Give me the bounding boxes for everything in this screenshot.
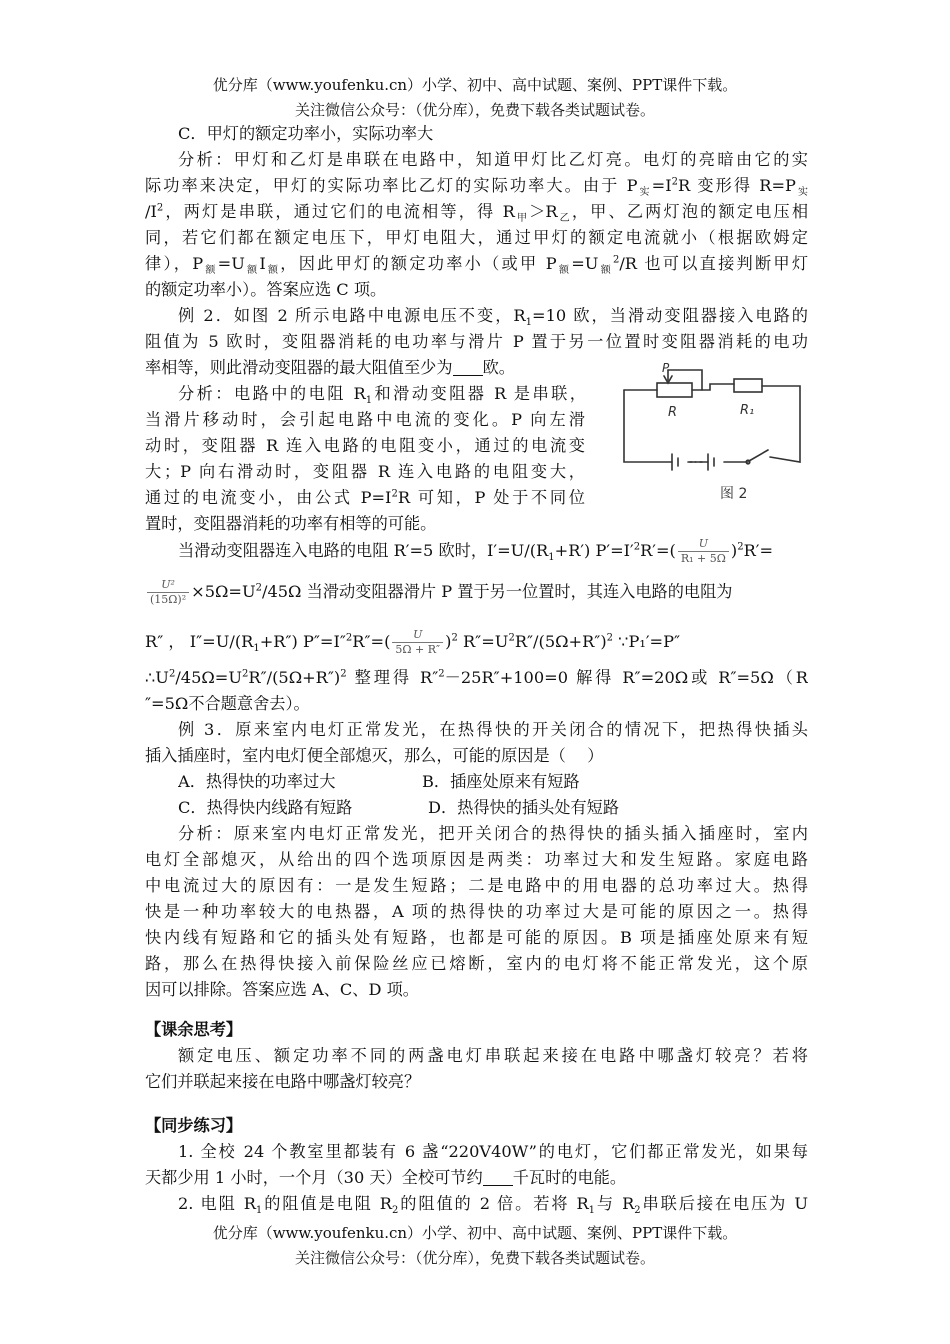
slider-wire [668, 370, 702, 390]
analysis2-line-1: 分析：电路中的电阻 $R_1$和滑动变阻器 R 是串联， [178, 384, 586, 407]
header-line-1: 优分库（www.youfenku.cn）小学、初中、高中试题、案例、PPT课件下载。 [212, 76, 738, 94]
section-title-practice: 【同步练习】 [145, 1116, 243, 1135]
analysis3-line-4: 快是一种功率较大的电热器，A 项的热得快的功率过大是可能的原因之一。热得 [145, 902, 808, 921]
example3-line-1: 例 3．原来室内电灯正常发光，在热得快的开关闭合的情况下，把热得快插头 [178, 720, 808, 739]
figure-caption: 图 2 [720, 486, 748, 502]
practice-q2-line-1: 2. 电阻 $R_1$的阻值是电阻 $R_2$的阻值的 2 倍。若将 $R_1$与 $R_2$串联后接在电压为 U [178, 1194, 808, 1217]
calc-line-3: R″ ， $I''=U/(R_1+R'')$ P″=I″$^2$R″=( $\frac{U}{5\Omega + R''}$ )$^2$ $R''=U^2R''/(5\Omega+R'')^2$ ∵P₁′=P″ [145, 628, 681, 656]
example3-line-2: 插入插座时，室内电灯便全部熄灭，那么，可能的原因是（ ） [145, 746, 604, 765]
example2-line-1: 例 2．如图 2 所示电路中电源电压不变，$R_1=10$ 欧，当滑动变阻器接入电路的 [178, 306, 808, 329]
calc-line-1: 当滑动变阻器连入电路的电阻 R′=5 欧时，$I'=U/(R_1+R')$ $P'=I'^2R'=$( $\frac{U}{\text{R₁ + 5Ω}}$ )$^2$R′= [178, 537, 774, 565]
fraction-u-over-5-plus-r2: $\frac{U}{5\Omega + R''}$ [392, 628, 443, 657]
analysis1-line-1: 分析：甲灯和乙灯是串联在电路中，知道甲灯比乙灯亮。电灯的亮暗由它的实 [178, 150, 808, 169]
analysis1-line-3: $/I^2$，两灯是串联，通过它们的电流相等，得 $R_甲>R_乙$，甲、乙两灯泡的额定电压相 [145, 202, 808, 225]
battery-cell-icon [672, 454, 678, 470]
practice-q1-line-2: 天都少用 1 小时，一个月（30 天）全校可节约 千瓦时的电能。 [145, 1168, 627, 1187]
label-r: R [668, 405, 678, 420]
rheostat-resistor-icon [657, 383, 692, 397]
analysis3-line-7: 因可以排除。答案应选 A、C、D 项。 [145, 980, 419, 999]
practice-q1-line-1: 1. 全校 24 个教室里都装有 6 盏“220V40W”的电灯，它们都正常发光，如果每 [178, 1142, 808, 1161]
analysis3-line-3: 中电流过大的原因有：一是发生短路；二是电路中的用电器的总功率过大。热得 [145, 876, 808, 895]
option-c-ex3: C．热得快内线路有短路 [178, 798, 353, 817]
resistor-r1-icon [734, 379, 762, 392]
analysis2-line-5: 通过的电流变小，由公式 $P=I^2R$ 可知，P 处于不同位 [145, 488, 585, 507]
option-a: A．热得快的功率过大 [178, 772, 336, 791]
fraction-u-over-r1-plus-5: $\frac{U}{\text{R₁ + 5Ω}}$ [678, 537, 729, 566]
option-d: D．热得快的插头处有短路 [428, 798, 620, 817]
example2-line-2: 阻值为 5 欧时，变阻器消耗的电功率与滑片 P 置于另一位置时变阻器消耗的电功 [145, 332, 808, 351]
calc-line-4: $\therefore U^2/45\Omega=U^2R''/(5\Omega+R'')^2$ 整理得 R″$^2$－25R″+100=0 解得 R″=20Ω或 R″=5Ω（R [145, 668, 808, 687]
example3-options-cd [178, 795, 808, 821]
calc-line-2: $\frac{\text{U²}}{\text{(15Ω)²}}$ $\times 5\Omega=U^2/45\Omega$ 当滑动变阻器滑片 P 置于另一位置时，其连入电路的电阻为 [145, 574, 808, 610]
analysis3-line-6: 路，那么在热得快接入前保险丝应已熔断，室内的电灯将不能正常发光，这个原 [145, 954, 808, 973]
answer-blank [453, 357, 483, 376]
battery-cell-icon-2 [708, 454, 714, 470]
analysis3-line-5: 快内线有短路和它的插头处有短路，也都是可能的原因。B 项是插座处原来有短 [145, 928, 808, 947]
calc-line-5: ″=5Ω不合题意舍去）。 [145, 694, 310, 713]
analysis1-line-5: 律），$P_额=U_额I_额$，因此甲灯的额定功率小（或甲 $P_额=U_额^2/R$ 也可以直接判断甲灯 [145, 254, 808, 277]
answer-blank-q1 [483, 1167, 513, 1186]
think-line-2: 它们并联起来接在电路中哪盏灯较亮？ [145, 1072, 421, 1091]
think-line-1: 额定电压、额定功率不同的两盏电灯串联起来接在电路中哪盏灯较亮？若将 [178, 1046, 808, 1065]
circuit-wire-top-mid [692, 384, 734, 390]
analysis3-line-1: 分析：原来室内电灯正常发光，把开关闭合的热得快的插头插入插座时，室内 [178, 824, 808, 843]
example3-options-ab [178, 769, 808, 795]
analysis2-line-6: 置时，变阻器消耗的功率有相等的可能。 [145, 514, 437, 533]
section-title-think: 【课余思考】 [145, 1020, 243, 1039]
example2-line-3: 率相等，则此滑动变阻器的最大阻值至少为 欧。 [145, 358, 515, 377]
analysis1-line-4: 同，若它们都在额定电压下，甲灯电阻大，通过甲灯的额定电流就小（根据欧姆定 [145, 228, 808, 247]
analysis1-line-6: 的额定功率小）。答案应选 C 项。 [145, 280, 387, 299]
switch-lever-icon [749, 450, 768, 461]
analysis2-line-3: 动时，变阻器 R 连入电路的电阻变小，通过的电流变 [145, 436, 585, 455]
option-b: B．插座处原来有短路 [422, 772, 580, 791]
header-line-2: 关注微信公众号：（优分库），免费下载各类试题试卷。 [294, 101, 655, 119]
circuit-diagram-figure-2 [612, 362, 812, 512]
analysis2-line-4: 大；P 向右滑动时，变阻器 R 连入电路的电阻变大， [145, 462, 585, 481]
option-c: C．甲灯的额定功率小，实际功率大 [178, 124, 434, 143]
circuit-wire-left [624, 390, 672, 462]
label-r1: R₁ [740, 403, 755, 418]
footer-line-1: 优分库（www.youfenku.cn）小学、初中、高中试题、案例、PPT课件下载。 [212, 1224, 738, 1242]
footer-line-2: 关注微信公众号：（优分库），免费下载各类试题试卷。 [294, 1249, 655, 1267]
fraction-u2-over-15-squared: $\frac{\text{U²}}{\text{(15Ω)²}}$ [147, 578, 189, 607]
label-p: P [662, 362, 670, 375]
analysis3-line-2: 电灯全部熄灭，从给出的四个选项原因是两类：功率过大和发生短路。家庭电路 [145, 850, 808, 869]
analysis2-line-2: 当滑片移动时，会引起电路中电流的变化。P 向左滑 [145, 410, 585, 429]
analysis1-line-2: 际功率来决定，甲灯的实际功率比乙灯的实际功率大。由于 $P_实=I^2R$ 变形得 $R=P_实$ [145, 176, 808, 199]
